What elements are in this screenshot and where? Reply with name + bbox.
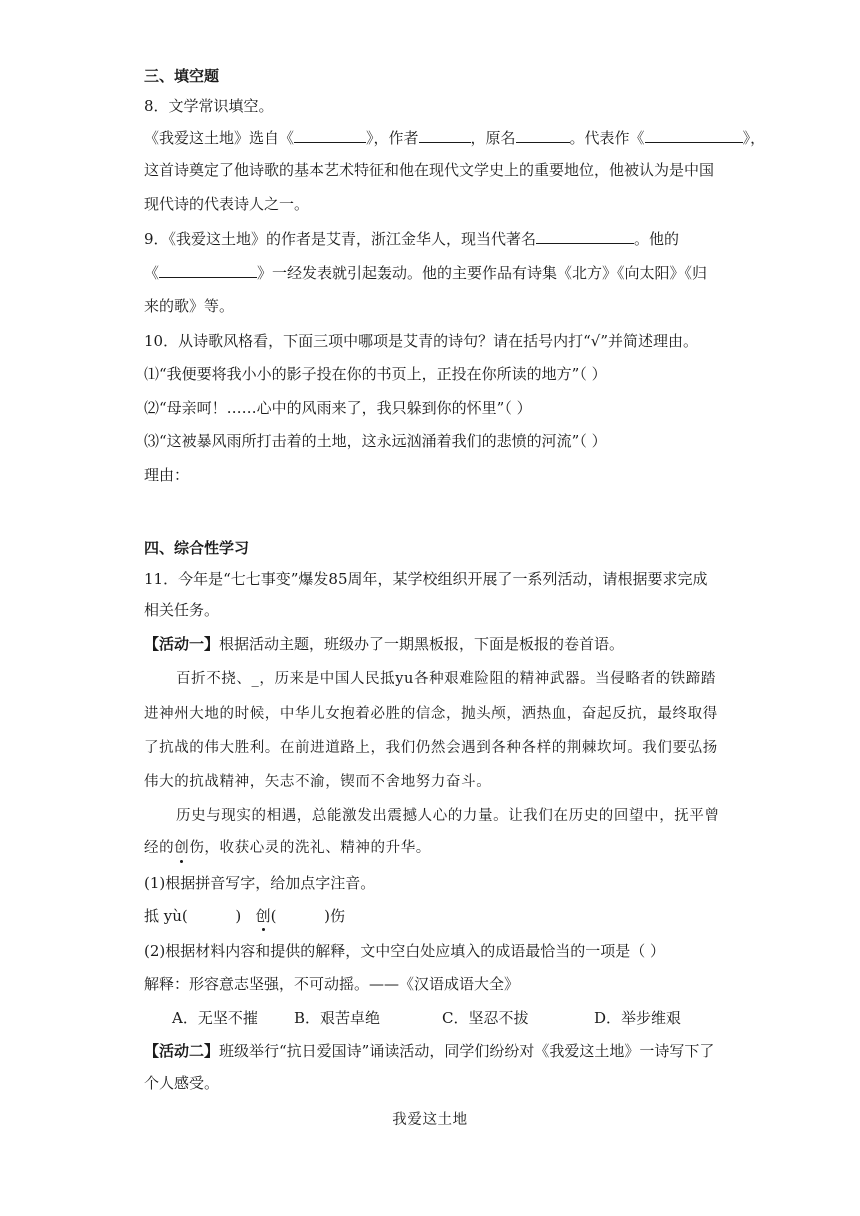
- q8-text-2: 》，作者: [366, 129, 419, 147]
- q8-text-4: 。代表作《: [569, 129, 645, 147]
- q8-blank-author[interactable]: [419, 128, 471, 143]
- q8-blank-original-name[interactable]: [516, 128, 570, 143]
- dotted-char-answer: 创: [255, 907, 271, 925]
- explanation-line: 解释：形容意志坚强，不可动摇。——《汉语成语大全》: [144, 975, 520, 993]
- question-9-line-2: [144, 263, 707, 283]
- q8-text-3: ，原名: [470, 129, 516, 147]
- question-8-line-1: [144, 128, 765, 148]
- question-10-item-1: ⑴“我便要将我小小的影子投在你的书页上，正投在你所读的地方”（ ）: [144, 365, 607, 383]
- q9-blank-work[interactable]: [159, 263, 257, 278]
- q9-text-1: 9．《我爱这土地》的作者是艾青，浙江金华人，现当代著名: [144, 230, 537, 248]
- dotted-char: 创: [174, 840, 190, 856]
- q8-text-1: 《我爱这土地》选自《: [144, 129, 295, 147]
- passage-p1-line-1: 百折不挠、_，历来是中国人民抵yu各种艰难险阻的精神武器。当侵略者的铁蹄踏: [176, 671, 716, 687]
- passage-p2-line-1: 历史与现实的相遇，总能激发出震撼人心的力量。让我们在历史的回望中，抚平曾: [176, 808, 720, 824]
- question-11-line-1: 11．今年是“七七事变”爆发85周年，某学校组织开展了一系列活动，请根据要求完成: [144, 570, 708, 588]
- poem-title: 我爱这土地: [392, 1112, 468, 1128]
- question-11-line-2: 相关任务。: [144, 601, 220, 619]
- p2-text-post: 伤，收获心灵的洗礼、精神的升华。: [189, 840, 431, 856]
- q9-text-3: 《: [144, 264, 160, 282]
- question-10-reason-label: 理由：: [144, 466, 190, 484]
- passage-p1-line-2: 进神州大地的时候，中华儿女抱着必胜的信念，抛头颅，洒热血，奋起反抗，最终取得: [144, 706, 718, 722]
- pinyin-answer-slot[interactable]: 抵 yù( ): [144, 907, 256, 925]
- option-c[interactable]: C．坚忍不拔: [442, 1009, 529, 1027]
- sub-question-2: (2)根据材料内容和提供的解释，文中空白处应填入的成语最恰当的一项是（ ）: [144, 942, 666, 960]
- q8-blank-representative-work[interactable]: [645, 128, 743, 143]
- sub-question-1: (1)根据拼音写字，给加点字注音。: [144, 874, 376, 892]
- question-8-title: 8．文学常识填空。: [144, 97, 274, 115]
- section-heading-comprehensive: 四、综合性学习: [144, 539, 250, 557]
- question-10-item-3: ⑶“这被暴风雨所打击着的土地，这永远汹涌着我们的悲愤的河流”（ ）: [144, 432, 607, 450]
- passage-p1-line-3: 了抗战的伟大胜利。在前进道路上，我们仍然会遇到各种各样的荆棘坎坷。我们要弘扬: [144, 740, 718, 756]
- options-row: [0, 1008, 860, 1028]
- section-heading-fill-blank: 三、填空题: [144, 67, 220, 85]
- activity-2-line-2: 个人感受。: [144, 1074, 220, 1092]
- option-d[interactable]: D．举步维艰: [594, 1009, 682, 1027]
- activity-2-tag: 【活动二】: [144, 1042, 220, 1060]
- activity-1-line: [144, 634, 624, 654]
- sub-question-1-answer-line: [144, 906, 345, 926]
- pronunciation-answer-slot[interactable]: ( )伤: [270, 907, 345, 925]
- activity-1-tag: 【活动一】: [144, 635, 220, 653]
- activity-2-text: 班级举行“抗日爱国诗”诵读活动，同学们纷纷对《我爱这土地》一诗写下了: [219, 1042, 715, 1060]
- activity-2-line: [144, 1041, 714, 1061]
- question-8-line-2: 这首诗奠定了他诗歌的基本艺术特征和他在现代文学史上的重要地位，他被认为是中国: [144, 161, 715, 179]
- q9-text-2: 。他的: [634, 230, 680, 248]
- p2-text-pre: 经的: [144, 840, 175, 856]
- q9-text-4: 》一经发表就引起轰动。他的主要作品有诗集《北方》《向太阳》《归: [257, 264, 708, 282]
- activity-1-text: 根据活动主题，班级办了一期黑板报，下面是板报的卷首语。: [219, 635, 625, 653]
- question-9-line-1: [144, 229, 679, 249]
- q8-blank-source[interactable]: [294, 128, 366, 143]
- option-b[interactable]: B．艰苦卓绝: [294, 1009, 381, 1027]
- passage-p1-line-4: 伟大的抗战精神，矢志不渝，锲而不舍地努力奋斗。: [144, 774, 492, 790]
- question-9-line-3: 来的歌》等。: [144, 297, 235, 315]
- option-a[interactable]: A．无坚不摧: [172, 1009, 258, 1027]
- q9-blank-title[interactable]: [536, 229, 634, 244]
- question-10-item-2: ⑵“母亲呵！……心中的风雨来了，我只躲到你的怀里”（ ）: [144, 399, 532, 417]
- q8-text-5: 》，: [742, 129, 766, 147]
- passage-p2-line-2: [144, 838, 431, 858]
- question-8-line-3: 现代诗的代表诗人之一。: [144, 195, 310, 213]
- question-10-title: 10．从诗歌风格看，下面三项中哪项是艾青的诗句？请在括号内打“√”并简述理由。: [144, 332, 698, 350]
